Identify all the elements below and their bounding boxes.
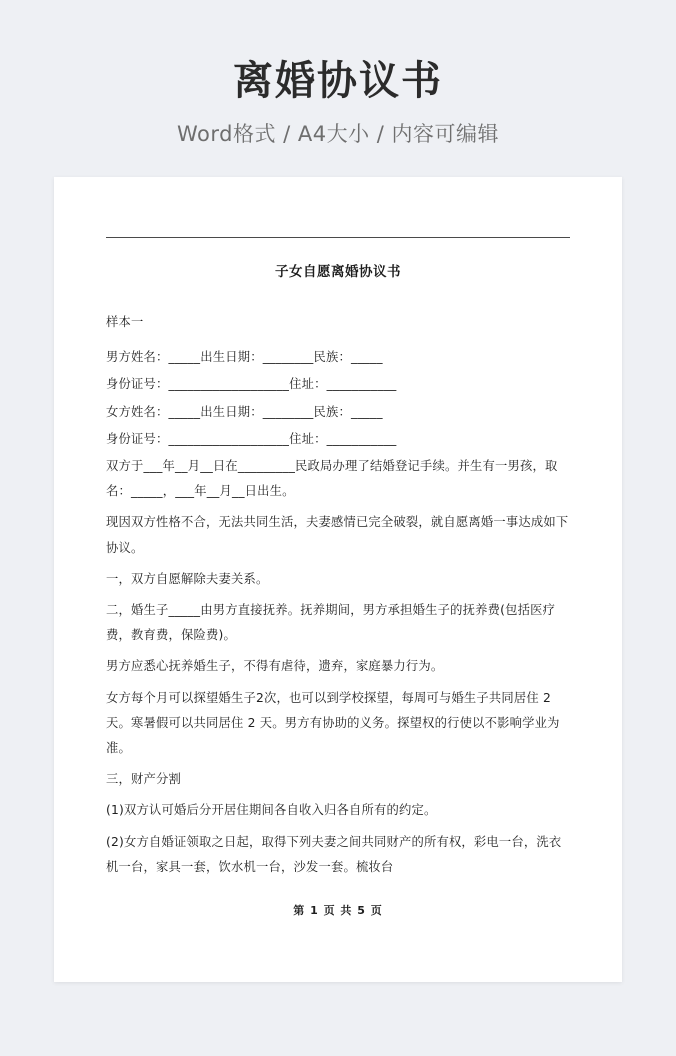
paragraph-clause-two: 二，婚生子_____由男方直接抚养。抚养期间，男方承担婚生子的抚养费(包括医疗费，教育费，保险费)。 [106,603,556,643]
paragraph-male-name: 男方姓名：_____出生日期：________民族：_____ [106,350,383,365]
paragraph-female-id: 身份证号：___________________住址：___________ [106,431,397,446]
page-footer: 第 1 页 共 5 页 [293,904,383,917]
paragraph-property-2: (2)女方自婚证领取之日起，取得下列夫妻之间共同财产的所有权，彩电一台，洗衣机一台，家具一套，饮水机一台，沙发一套。梳妆台 [106,834,562,874]
paragraph-visitation: 女方每个月可以探望婚生子2次，也可以到学校探望，每周可与婚生子共同居住 2 天。寒暑假可以共同居住 2 天。男方有协助的义务。探望权的行使以不影响学业为准。 [106,690,560,756]
poster-header [0,0,676,148]
document-content [54,177,622,982]
paragraph-clause-one: 一，双方自愿解除夫妻关系。 [106,571,269,586]
paragraph-care-duty: 男方应悉心抚养婚生子，不得有虐待，遗弃，家庭暴力行为。 [106,659,444,674]
sample-label: 样本一 [106,315,144,329]
paragraph-male-id: 身份证号：___________________住址：___________ [106,377,397,392]
paragraph-reason: 现因双方性格不合，无法共同生活，夫妻感情已完全破裂，就自愿离婚一事达成如下协议。 [106,515,569,555]
document-title: 子女自愿离婚协议书 [275,264,401,280]
paragraph-marriage-registration: 双方于___年__月__日在_________民政局办理了结婚登记手续。并生有一男孩，取名：_____，___年__月__日出生。 [106,459,558,499]
page-subtitle: Word格式 / A4大小 / 内容可编辑 [176,122,500,146]
document-preview-sheet[interactable] [54,177,622,982]
page-title: 离婚协议书 [233,58,443,104]
paragraph-property-1: (1)双方认可婚后分开居住期间各自收入归各自所有的约定。 [106,803,437,818]
paragraph-clause-three: 三，财产分割 [106,772,181,787]
top-divider [106,237,570,238]
paragraph-female-name: 女方姓名：_____出生日期：________民族：_____ [106,404,383,419]
